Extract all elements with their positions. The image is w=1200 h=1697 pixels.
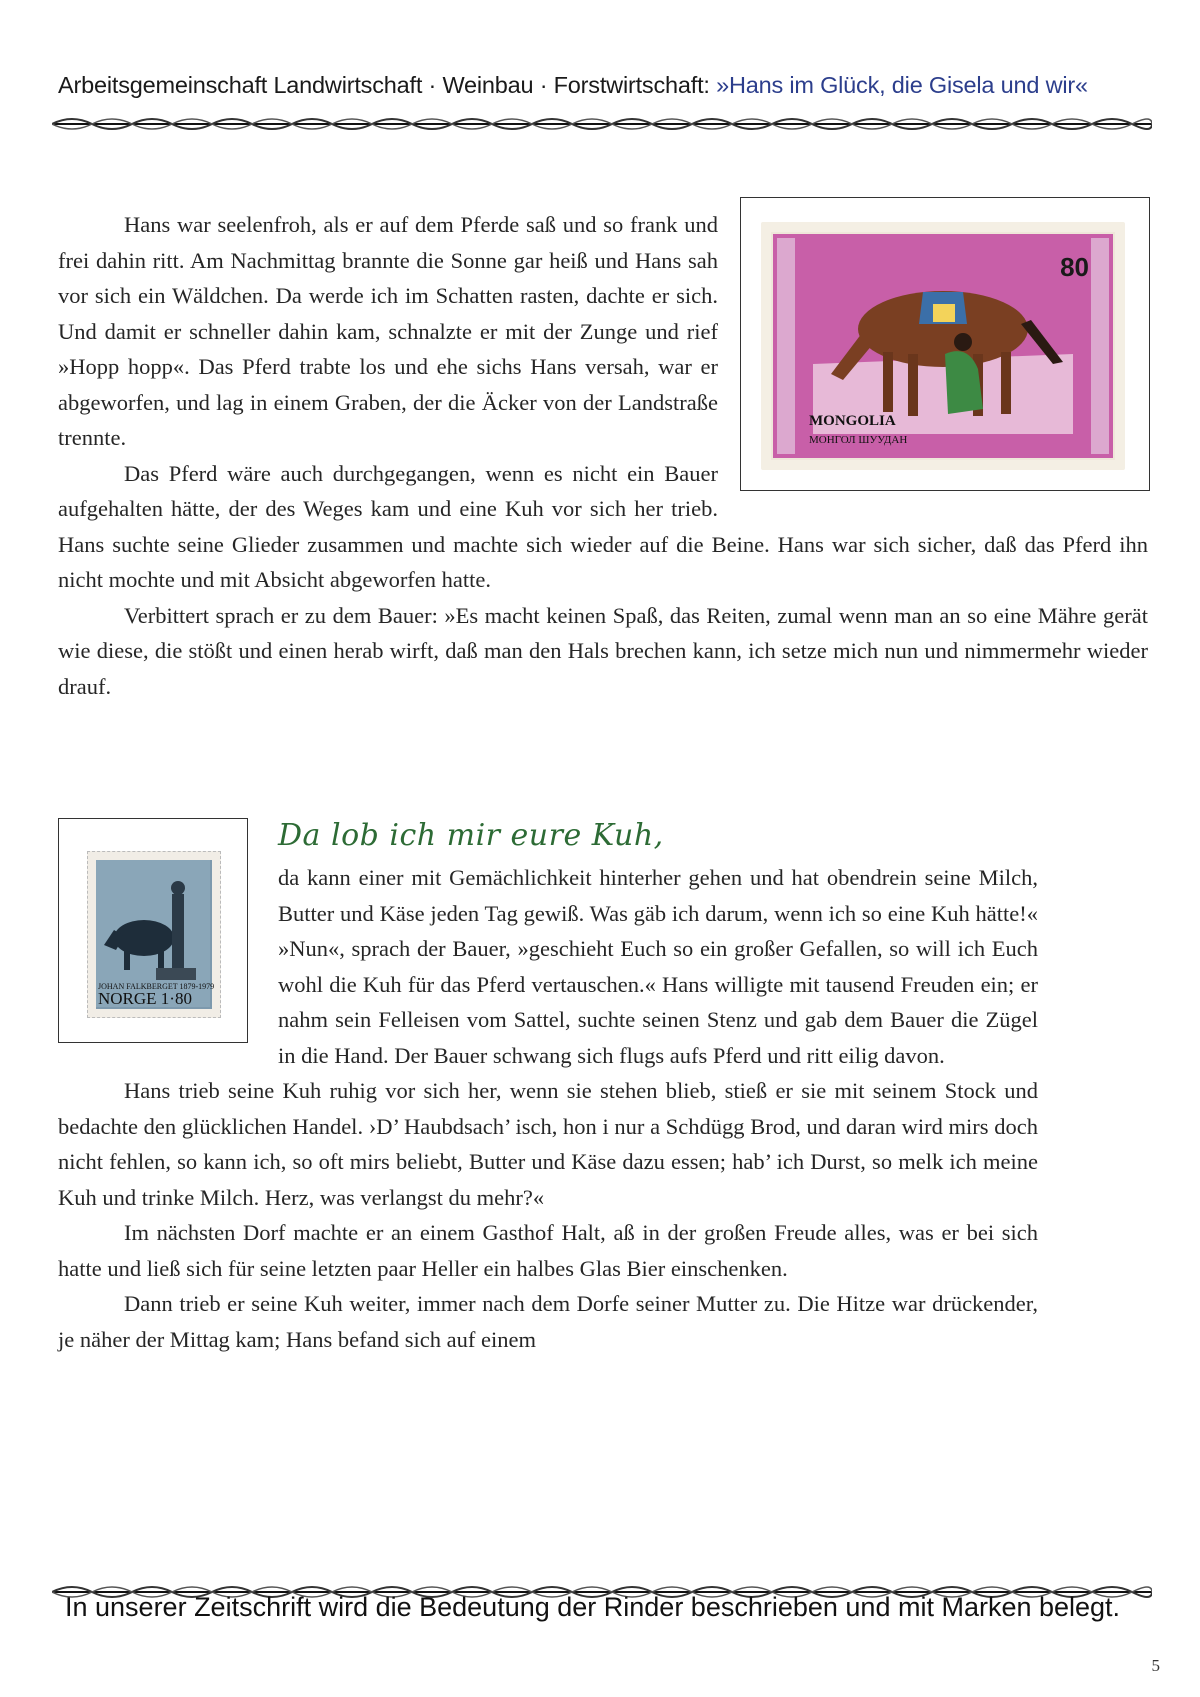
stamp-country: MONGOLIA (809, 413, 896, 429)
stamp-caption: JOHAN FALKBERGET 1879-1979 (98, 982, 215, 991)
footer-text: In unserer Zeitschrift wird die Bedeutung der Rinder beschrieben und mit Marken belegt. (65, 1592, 1121, 1622)
header-title-accent: »Hans im Glück, die Gisela und wir« (716, 72, 1088, 98)
paragraph: Das Pferd wäre auch durchgegangen, wenn es nicht ein Bauer aufgehalten hätte, der des Weges kam und eine Kuh vor sich her trieb. Hans suchte seine Glieder zusammen und machte sich wieder auf die Beine. Hans war sich sicher, daß das Pferd ihn nicht mochte und mit Absicht abgeworfen hatte. (58, 460, 1148, 592)
paragraph: Dann trieb er seine Kuh weiter, immer nach dem Dorfe seiner Mutter zu. Die Hitze war drückender, je näher der Mittag kam; Hans befand sich auf einem (58, 1291, 1038, 1352)
stamp-frame-norway (58, 818, 248, 1043)
story-section-cow (58, 808, 1038, 1357)
top-ornament-divider (52, 112, 1152, 136)
story-section-horse (58, 207, 1148, 704)
header-title-main: Arbeitsgemeinschaft Landwirtschaft · Weinbau · Forstwirtschaft: (58, 72, 717, 98)
stamp-country: NORGE 1·80 (98, 989, 192, 1008)
norway-stamp (87, 851, 221, 1018)
paragraph: Verbittert sprach er zu dem Bauer: »Es macht keinen Spaß, das Reiten, zumal wenn man an so eine Mähre gerät wie diese, die stößt und einen herab wirft, daß man den Hals brechen kann, ich setze mich nun und nimmermehr wieder drauf. (58, 602, 1148, 699)
page-number: 5 (1151, 1656, 1160, 1675)
stamp-value: 80 (1060, 252, 1089, 282)
page-header (58, 72, 1148, 99)
paragraph: Im nächsten Dorf machte er an einem Gasthof Halt, aß in der großen Freude alles, was er bei sich hatte und ließ sich für seine letzten paar Heller ein halbes Glas Bier einschenken. (58, 1220, 1038, 1281)
paragraph: Hans war seelenfroh, als er auf dem Pferde saß und so frank und frei dahin ritt. Am Nachmittag brannte die Sonne gar heiß und Hans sah vor sich ein Wäldchen. Da werde ich im Schatten rasten, dachte er sich. Und damit er schneller dahin kam, schnalzte er mit der Zunge und rief »Hopp hopp«. Das Pferd trabte los und ehe sichs Hans versah, war er abgeworfen, und lag in einem Graben, der die Äcker von der Landstraße trennte. (58, 212, 718, 450)
paragraph: da kann einer mit Gemächlichkeit hinterher gehen und hat obendrein seine Milch, Butter und Käse jeden Tag gewiß. Was gäb ich darum, wenn ich so eine Kuh hätte!« »Nun«, sprach der Bauer, »geschieht Euch so ein großer Gefallen, so will ich Euch wohl die Kuh für das Pferd vertauschen.« Hans willigte mit tausend Freuden ein; er nahm sein Felleisen vom Sattel, suchte seinen Stenz und gab dem Bauer die Zügel in die Hand. Der Bauer schwang sich flugs aufs Pferd und ritt eilig davon. (278, 865, 1038, 1068)
section-heading: Da lob ich mir eure Kuh, (278, 818, 664, 853)
mongolia-horse-stamp (761, 222, 1125, 470)
stamp-frame-mongolia (740, 197, 1150, 491)
stamp-country-local: МОНГОЛ ШУУДАН (809, 434, 908, 446)
paragraph: Hans trieb seine Kuh ruhig vor sich her, wenn sie stehen blieb, stieß er sie mit seinem Stock und bedachte den glücklichen Handel. ›D’ Haubdsach’ isch, hon i nur a Schdügg Brod, und daran wird mirs doch nicht fehlen, so kann ich, so oft mirs beliebt, Butter und Käse dazu essen; hab’ ich Durst, so melk ich meine Kuh und trinke Milch. Herz, was verlangst du mehr?« (58, 1078, 1038, 1210)
